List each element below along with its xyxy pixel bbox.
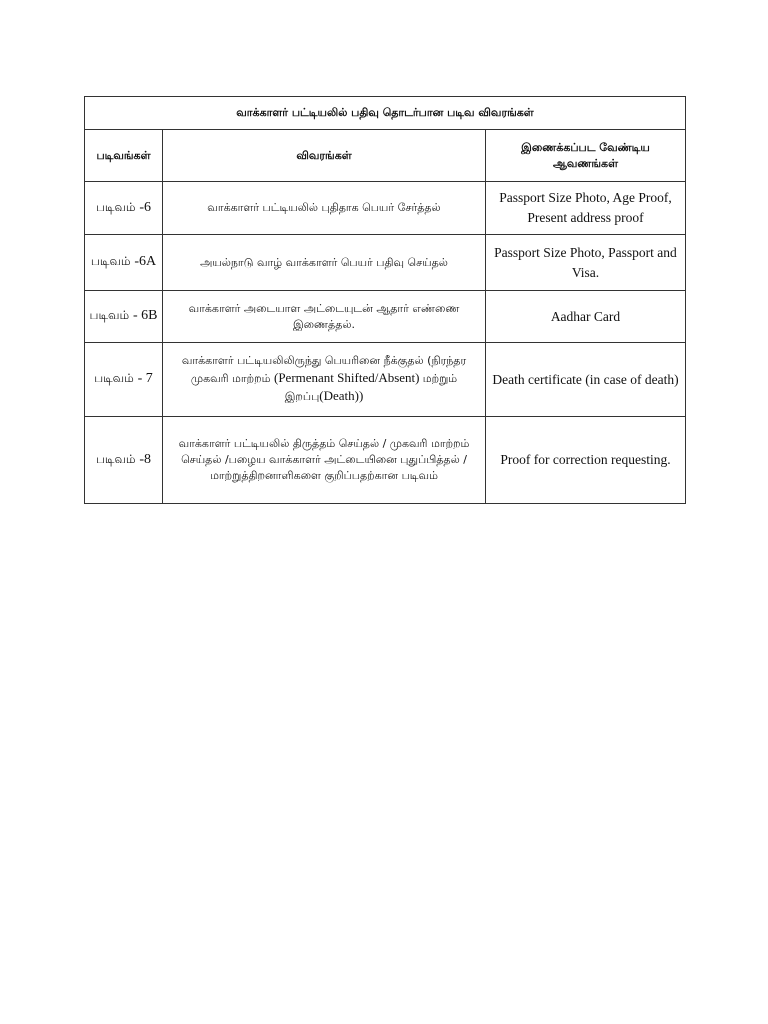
form-cell [85, 343, 163, 417]
form-label: படிவம் [95, 199, 140, 214]
details-cell: அயல்நாடு வாழ் வாக்காளர் பெயர் பதிவு செய்தல் [163, 235, 486, 291]
table-row [85, 417, 686, 504]
documents-cell: Aadhar Card [486, 291, 686, 343]
form-cell [85, 291, 163, 343]
header-documents-line1: இணைக்கப்பட வேண்டிய [521, 140, 650, 154]
form-cell [85, 182, 163, 235]
table-row [85, 182, 686, 235]
header-forms: படிவங்கள் [85, 130, 163, 182]
details-cell: வாக்காளர் அடையாள அட்டையுடன் ஆதார் எண்ணை இணைத்தல். [163, 291, 486, 343]
form-label: படிவம் [94, 371, 138, 386]
details-english-part2: (Death)) [319, 388, 364, 404]
documents-cell: Death certificate (in case of death) [486, 343, 686, 417]
details-english-part1: (Permenant Shifted/Absent) [273, 369, 423, 385]
form-details-table [84, 96, 686, 504]
table-row [85, 343, 686, 417]
form-label: படிவம் [95, 451, 140, 466]
table-row [85, 291, 686, 343]
form-cell [85, 235, 163, 291]
documents-cell: Proof for correction requesting. [486, 417, 686, 504]
details-cell: வாக்காளர் பட்டியலில் திருத்தம் செய்தல் / முகவரி மாற்றம் செய்தல் /பழைய வாக்காளர் அட்டையினை புதுப்பித்தல் / மாற்றுத்திறனாளிகளை குறிப்பதற்கான படிவம் [163, 417, 486, 504]
form-label: படிவம் [90, 254, 135, 269]
documents-cell: Passport Size Photo, Passport and Visa. [486, 235, 686, 291]
form-number: -6 [139, 199, 152, 215]
header-row [85, 130, 686, 182]
header-documents [486, 130, 686, 182]
title-row [85, 97, 686, 130]
form-number: - 7 [137, 371, 153, 387]
table-row [85, 235, 686, 291]
form-cell [85, 417, 163, 504]
form-label: படிவம் [89, 308, 133, 323]
form-number: - 6B [132, 308, 158, 324]
details-cell [163, 343, 486, 417]
form-number: -6A [134, 254, 157, 270]
documents-cell: Passport Size Photo, Age Proof, Present address proof [486, 182, 686, 235]
table-title: வாக்காளர் பட்டியலில் பதிவு தொடர்பான படிவ விவரங்கள் [85, 97, 686, 130]
header-details: விவரங்கள் [163, 130, 486, 182]
details-cell: வாக்காளர் பட்டியலில் புதிதாக பெயர் சேர்த்தல் [163, 182, 486, 235]
details-tamil-part2: மற்றும் இறப்பு [284, 371, 458, 404]
header-documents-line2: ஆவணங்கள் [552, 156, 619, 170]
form-number: -8 [139, 451, 152, 467]
details-tamil-part1: வாக்காளர் பட்டியலிலிருந்து பெயரினை நீக்குதல் (நிரந்தர முகவரி மாற்றம் [181, 353, 467, 385]
